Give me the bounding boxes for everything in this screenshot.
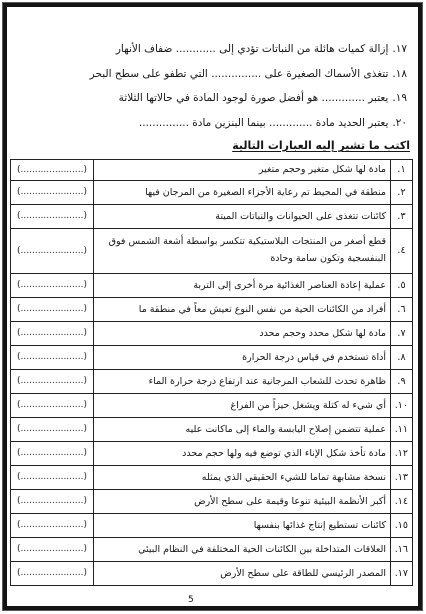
table-row [11, 514, 413, 538]
answer-blank: (......................) [11, 160, 94, 181]
table-row [11, 370, 413, 394]
row-number: ١. [391, 160, 413, 181]
row-number: ٩. [391, 370, 413, 394]
row-number: ٧. [391, 322, 413, 346]
row-statement: منطقة في المحيط تم رعاية الأجزاء الصغيرة من المرجان فيها [94, 181, 391, 205]
fill-in-item [37, 111, 407, 136]
row-statement: عملية إعادة العناصر الغذائية مرة أخرى إلى التربة [94, 274, 391, 298]
row-statement: أي شيء له كتلة ويشغل حيزاً من الفراغ [94, 394, 391, 418]
row-number: ٨. [391, 346, 413, 370]
answer-blank: (......................) [11, 418, 94, 442]
row-number: ١١. [391, 418, 413, 442]
row-statement: نسخة مشابهة تماما للشيء الحقيقي الذي يمثله [94, 466, 391, 490]
table-row [11, 298, 413, 322]
row-number: ١٤. [391, 490, 413, 514]
fill-in-item [37, 62, 407, 87]
row-statement: أفراد من الكائنات الحية من نفس النوع تعيش معاً في منطقة ما [94, 298, 391, 322]
answer-blank: (......................) [11, 322, 94, 346]
row-statement: عملية تتضمن إصلاح اليابسة والماء إلى ماكانت عليه [94, 418, 391, 442]
answer-blank: (......................) [11, 370, 94, 394]
answer-blank: (......................) [11, 181, 94, 205]
answer-blank: (......................) [11, 538, 94, 562]
answer-blank: (......................) [11, 298, 94, 322]
table-row [11, 205, 413, 229]
row-number: ٤. [391, 229, 413, 274]
answer-blank: (......................) [11, 466, 94, 490]
row-statement: كائنات تستطيع إنتاج غذائها بنفسها [94, 514, 391, 538]
fill-in-number: ٢٠. [392, 116, 407, 129]
fill-in-list [37, 37, 407, 135]
row-statement: ظاهرة تحدث للشعاب المرجانية عند ارتفاع درجة حرارة الماء [94, 370, 391, 394]
answer-blank: (......................) [11, 514, 94, 538]
table-row [11, 562, 413, 586]
definitions-table [10, 159, 413, 586]
table-row [11, 394, 413, 418]
row-number: ٣. [391, 205, 413, 229]
answer-blank: (......................) [11, 274, 94, 298]
table-row [11, 466, 413, 490]
row-statement: أداة تستخدم في قياس درجة الحرارة [94, 346, 391, 370]
table-row [11, 346, 413, 370]
answer-blank: (......................) [11, 205, 94, 229]
fill-in-item [37, 37, 407, 62]
row-number: ١٧. [391, 562, 413, 586]
row-statement: المصدر الرئيسي للطاقة على سطح الأرض [94, 562, 391, 586]
fill-in-sentence: تتغذى الأسماك الصغيرة على ............... التي تطفو على سطح البحر [89, 67, 389, 80]
row-number: ٢. [391, 181, 413, 205]
table-row [11, 322, 413, 346]
table-row [11, 418, 413, 442]
fill-in-number: ١٧. [392, 43, 407, 55]
answer-blank: (......................) [11, 346, 94, 370]
answer-blank: (......................) [11, 562, 94, 586]
row-number: ١٣. [391, 466, 413, 490]
table-row [11, 538, 413, 562]
row-number: ٦. [391, 298, 413, 322]
fill-in-sentence: يعتبر ............. هو أفضل صورة لوجود المادة في حالاتها الثلاثة [118, 92, 389, 104]
page-number: 5 [188, 595, 194, 605]
section-heading: اكتب ما تشير إليه العبارات التالية [232, 139, 410, 152]
row-statement: مادة لها شكل محدد وحجم محدد [94, 322, 391, 346]
row-number: ١٢. [391, 442, 413, 466]
row-number: ٥. [391, 274, 413, 298]
fill-in-item [37, 86, 407, 111]
row-statement: مادة لها شكل متغير وحجم متغير [94, 160, 391, 181]
fill-in-number: ١٨. [392, 67, 407, 80]
answer-blank: (......................) [11, 442, 94, 466]
row-statement: كائنات تتغذى على الحيوانات والنباتات الميتة [94, 205, 391, 229]
table-row [11, 229, 413, 274]
row-statement: قطع أصغر من المنتجات البلاستيكية تتكسر بواسطة أشعة الشمس فوق البنفسجية وتكون سامة وحادة [94, 229, 391, 274]
fill-in-sentence: يعتبر الحديد مادة ............. بينما البنزين مادة ............... [138, 116, 389, 129]
answer-blank: (......................) [11, 394, 94, 418]
row-statement: العلاقات المتداخلة بين الكائنات الحية المختلفة في النظام البيئي [94, 538, 391, 562]
answer-blank: (......................) [11, 490, 94, 514]
row-statement: مادة تأخذ شكل الإناء الذي توضع فيه ولها حجم محدد [94, 442, 391, 466]
table-row [11, 274, 413, 298]
table-row [11, 442, 413, 466]
row-statement: أكبر الأنظمة البيئية تنوعا وقيمة على سطح الأرض [94, 490, 391, 514]
row-number: ١٠. [391, 394, 413, 418]
fill-in-sentence: إزالة كميات هائلة من النباتات تؤدي إلى ............ ضفاف الأنهار [115, 43, 389, 55]
answer-blank: (......................) [11, 229, 94, 274]
table-row [11, 490, 413, 514]
fill-in-number: ١٩. [392, 92, 407, 104]
row-number: ١٥. [391, 514, 413, 538]
table-row [11, 181, 413, 205]
row-number: ١٦. [391, 538, 413, 562]
table-row [11, 160, 413, 181]
